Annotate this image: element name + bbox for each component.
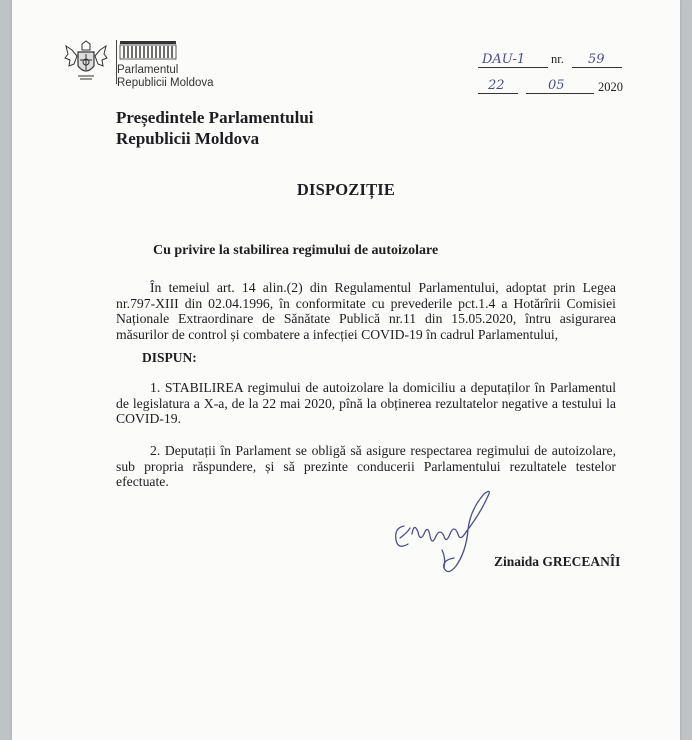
dispun-heading: DISPUN:	[142, 350, 197, 365]
day-field	[478, 76, 518, 94]
recipient-block	[116, 107, 314, 149]
point-2-paragraph: 2. Deputații în Parlament se obligă să asigure respectarea regimului de autoizolare, sub propria răspundere, și să prezinte conducerii Parlamentului rezultatele testelor efectuate.	[116, 443, 616, 490]
recipient-line-2: Republicii Moldova	[116, 129, 260, 148]
coat-of-arms-icon	[64, 40, 108, 82]
org-line-2: Republicii Moldova	[117, 77, 214, 89]
nr-field	[572, 50, 622, 68]
year-text: 2020	[598, 80, 623, 94]
day-handwritten: 22	[488, 78, 505, 93]
org-line-1: Parlamentul	[117, 64, 179, 76]
recipient-line-1: Președintele Parlamentului	[116, 108, 314, 127]
month-field	[526, 76, 594, 94]
handwritten-signature	[384, 484, 494, 584]
month-handwritten: 05	[548, 78, 565, 93]
signer-name: Zinaida GRECEANÎI	[494, 554, 621, 569]
document-page	[12, 0, 680, 740]
parliament-building-icon	[118, 39, 178, 61]
preamble-paragraph: În temeiul art. 14 alin.(2) din Regulamentul Parlamentului, adoptat prin Legea nr.797-XIII din 02.04.1996, în conformitate cu prevederile pct.1.4 a Hotărîrii Comisiei Naționale Extraordinare de Sănătate Publică nr.11 din 15.05.2020, întru asigurarea măsurilor de control și combatere a infecției COVID-19 în cadrul Parlamentului,	[116, 280, 616, 342]
nr-handwritten: 59	[588, 52, 605, 67]
document-subject: Cu privire la stabilirea regimului de autoizolare	[153, 243, 439, 258]
ref-handwritten: DAU-1	[482, 52, 526, 67]
organization-name	[117, 64, 214, 90]
ref-field	[478, 50, 548, 68]
document-title: DISPOZIȚIE	[296, 180, 396, 199]
point-1-paragraph: 1. STABILIREA regimului de autoizolare la domiciliu a deputaților în Parlamentul de legislatura a X-a, de la 22 mai 2020, pînă la obținerea rezultatelor negative a testului la COVID-19.	[116, 380, 616, 427]
nr-label: nr.	[551, 52, 564, 66]
